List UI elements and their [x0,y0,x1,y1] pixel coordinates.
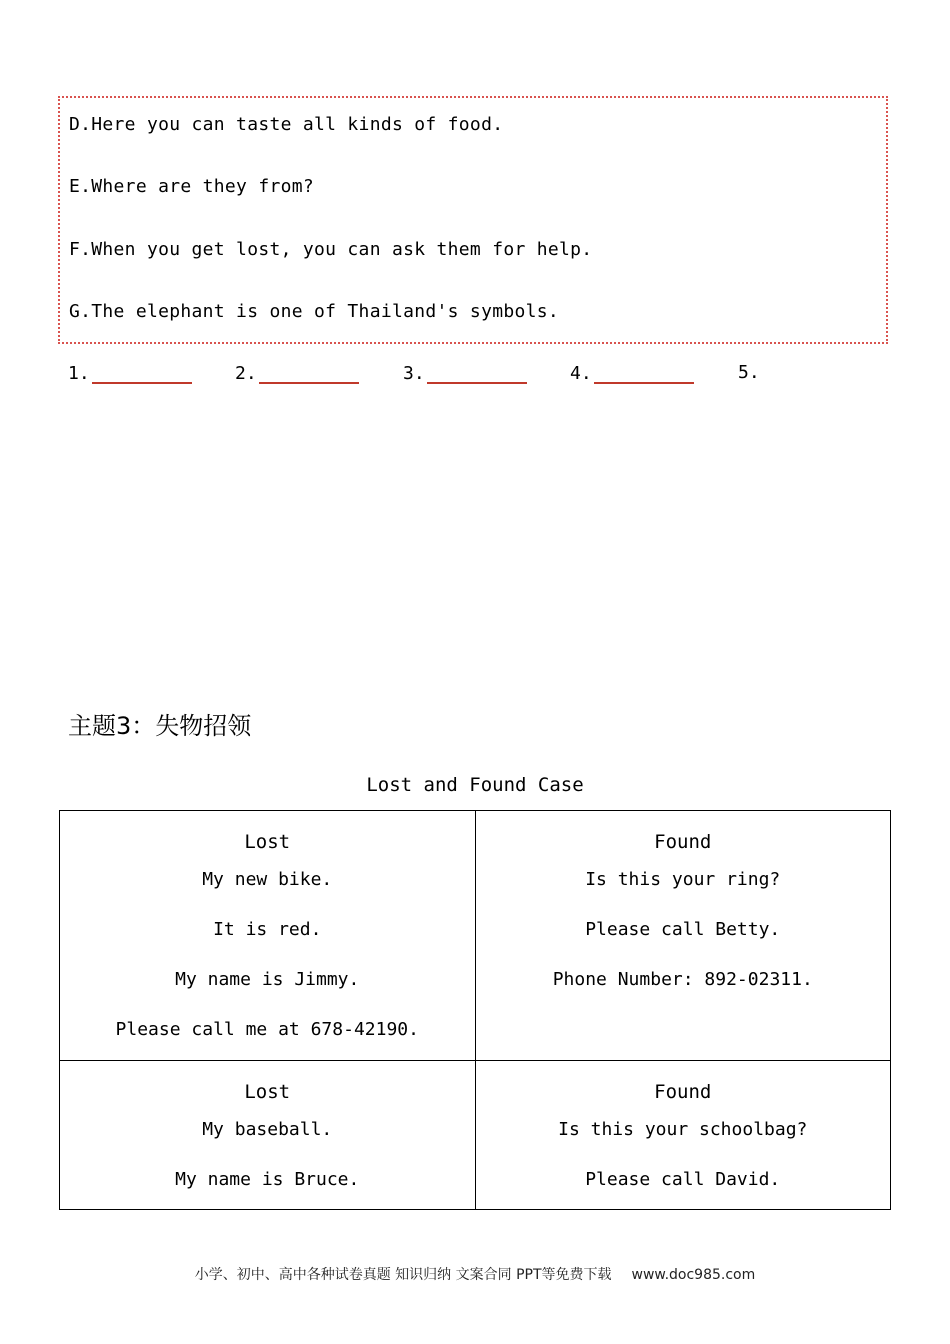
table-cell-found-2 [475,1061,891,1210]
cell-line: Please call me at 678-42190. [115,1019,419,1040]
cell-line: My baseball. [202,1119,333,1140]
table-row [60,811,891,1061]
cell-line: Please call David. [585,1169,781,1190]
cell-line: Please call Betty. [585,919,781,940]
cell-heading: Found [654,831,712,853]
cell-line: Is this your schoolbag? [558,1119,808,1140]
table-title: Lost and Found Case [366,774,584,796]
cell-line: My name is Bruce. [175,1169,360,1190]
table-row [60,1061,891,1210]
table-cell-lost-1 [60,811,476,1061]
blank-line[interactable] [427,362,527,384]
blank-line[interactable] [594,362,694,384]
answer-4 [570,362,694,384]
table-cell-found-1 [475,811,891,1061]
cell-heading: Found [654,1081,712,1103]
footer [0,1264,950,1284]
answer-2 [235,362,359,384]
topic-title: 主题3：失物招领 [68,712,252,740]
table-cell-lost-2 [60,1061,476,1210]
cell-line: My new bike. [202,869,333,890]
cell-line: My name is Jimmy. [175,969,360,990]
option-g: G.The elephant is one of Thailand's symbols. [69,301,560,322]
answer-3 [403,362,527,384]
blank-line[interactable] [259,362,359,384]
answer-1 [68,362,192,384]
footer-text: 小学、初中、高中各种试卷真题 知识归纳 文案合同 PPT等免费下载 [194,1267,612,1283]
lost-found-table [59,810,891,1210]
options-box [58,96,888,344]
cell-heading: Lost [244,831,291,853]
answer-5 [738,362,760,383]
option-f: F.When you get lost, you can ask them for help. [69,239,593,260]
answer-number: 3. [403,363,425,384]
answer-number: 4. [570,363,592,384]
answer-blanks [68,362,788,390]
option-d: D.Here you can taste all kinds of food. [69,114,504,135]
footer-url[interactable]: www.doc985.com [631,1267,756,1283]
cell-line: Is this your ring? [585,869,781,890]
blank-line[interactable] [92,362,192,384]
answer-number: 1. [68,363,90,384]
option-e: E.Where are they from? [69,176,315,197]
cell-line: It is red. [213,919,322,940]
cell-heading: Lost [244,1081,291,1103]
answer-number: 2. [235,363,257,384]
answer-number: 5. [738,362,760,383]
cell-line: Phone Number: 892-02311. [552,969,813,990]
